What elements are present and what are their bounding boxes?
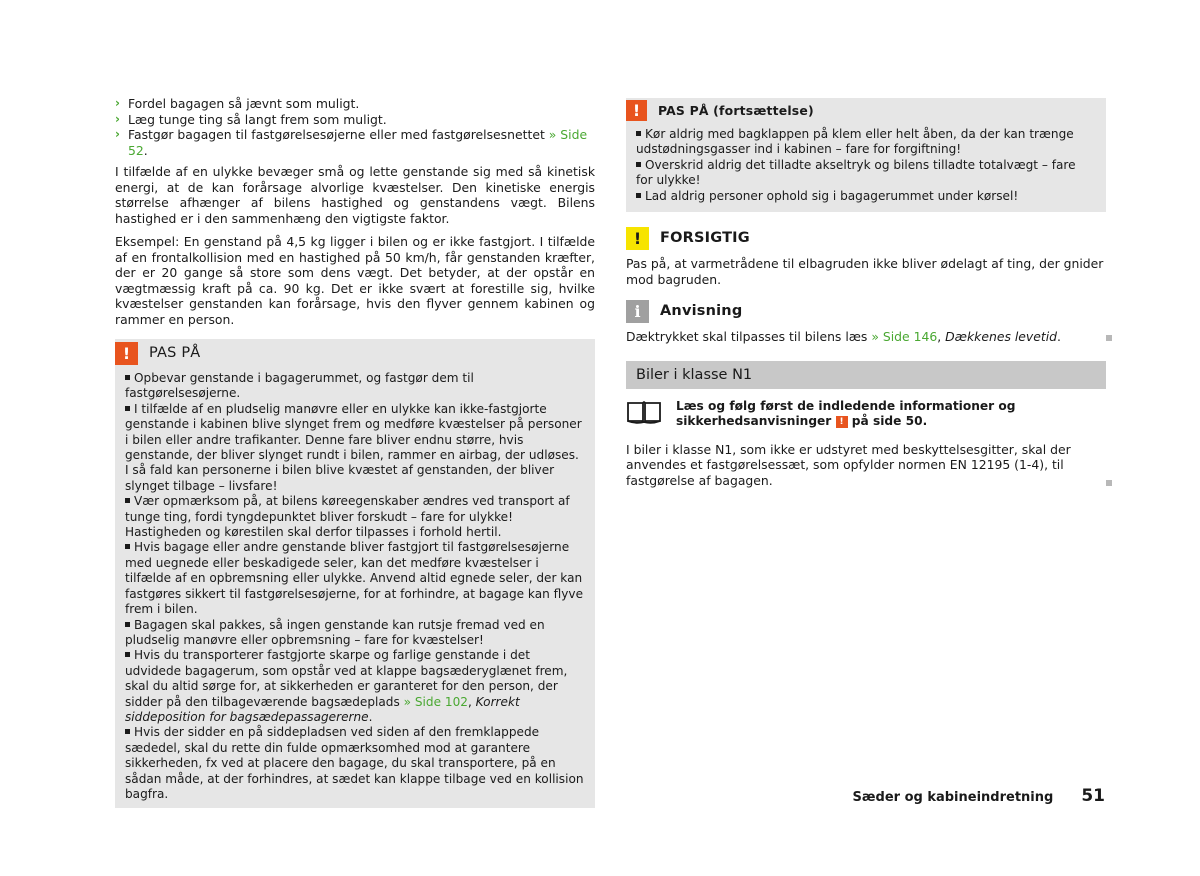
- page-reference-link[interactable]: » Side 102: [403, 694, 468, 709]
- warning-continued-header: [626, 98, 1106, 122]
- chevron-right-icon: ›: [115, 96, 120, 110]
- warning-icon: !: [626, 100, 647, 121]
- section-heading: Biler i klasse N1: [626, 361, 1106, 389]
- caution-block: [626, 224, 1106, 287]
- chevron-right-icon: ›: [115, 111, 120, 126]
- warning-title: PAS PÅ: [149, 345, 201, 361]
- caution-title: FORSIGTIG: [660, 230, 750, 247]
- page-reference-link[interactable]: » Side 146: [871, 329, 938, 345]
- page-number: 51: [1081, 786, 1105, 806]
- list-item-text: Fastgør bagagen til fastgørelsesøjerne eller med fastgørelsesnettet: [128, 127, 549, 142]
- list-item: [115, 127, 595, 158]
- warning-body: [115, 367, 595, 808]
- bullet-square-icon: [636, 162, 641, 167]
- note-block: [626, 297, 1106, 345]
- book-icon: [626, 399, 662, 425]
- section-body-text: I biler i klasse N1, som ikke er udstyret med beskyttelsesgitter, skal der anvendes et fastgørelsessæt, som opfylder normen EN 12195 (1-4), til fastgørelse af bagagen.: [626, 441, 1071, 488]
- chapter-title: Sæder og kabineindretning: [852, 790, 1054, 805]
- warning-item: Bagagen skal pakkes, så ingen genstande kan rutsje fremad ved en pludselig manøvre eller opbremsning – fare for kvæstelser!: [125, 617, 545, 647]
- punctuation: .: [143, 142, 148, 158]
- reference-title: Dækkenes levetid: [945, 329, 1058, 345]
- warning-item: Hvis der sidder en på siddepladsen ved siden af den fremklappede sædedel, skal du rette din fulde opmærksomhed mod at garantere sikkerheden, fx ved at placere den bagage, du skal transportere, på en sådan måde, at der forhindres, at sædet kan klappe tilbage ved en kollision bagfra.: [125, 725, 584, 801]
- bullet-square-icon: [636, 131, 641, 136]
- bullet-square-icon: [125, 544, 130, 549]
- section-end-marker: [1106, 335, 1112, 341]
- warning-icon: !: [115, 342, 138, 365]
- bullet-square-icon: [125, 406, 130, 411]
- bullet-square-icon: [125, 375, 130, 380]
- list-item: [115, 112, 595, 128]
- warning-item: Overskrid aldrig det tilladte akseltryk og bilens tilladte totalvægt – fare for ulykke!: [636, 157, 1076, 188]
- instruction-list: [115, 96, 595, 158]
- list-item: [115, 96, 595, 112]
- page-reference-link[interactable]: » Side 52: [128, 127, 588, 158]
- bullet-square-icon: [125, 498, 130, 503]
- warning-item: Kør aldrig med bagklappen på klem eller helt åben, da der kan trænge udstødningsgasser ind i kabinen – fare for forgiftning!: [636, 127, 1074, 157]
- list-item-text: Fordel bagagen så jævnt som muligt.: [128, 96, 360, 111]
- chevron-right-icon: ›: [115, 127, 120, 141]
- reference-title: Korrekt siddeposition for bagsædepassagererne: [125, 694, 520, 724]
- list-item-text: Læg tunge ting så langt frem som muligt.: [128, 111, 387, 127]
- bullet-square-icon: [125, 729, 130, 734]
- warning-item: Hvis bagage eller andre genstande bliver fastgjort til fastgørelsesøjerne med uegnede eller beskadigede seler, kan det medføre kvæstelser i tilfælde af en opbremsning eller ulykke. Anvend altid egnede seler, der kan fastgøres sikkert til fastgørelsesøjerne, for at forhindre, at bagage kan flyve frem i bilen.: [125, 540, 584, 617]
- note-header: [626, 297, 1106, 325]
- reading-note-text: Læs og følg først de indledende informationer og sikkerhedsanvisninger ! på side 50.: [676, 398, 1016, 429]
- note-title: Anvisning: [660, 303, 743, 320]
- warning-continued-title: PAS PÅ (fortsættelse): [658, 102, 814, 118]
- warning-icon: !: [836, 416, 848, 428]
- paragraph-kinetic-energy: I tilfælde af en ulykke bevæger små og lette genstande sig med så kinetisk energi, at de kan forårsage alvorlige kvæstelser. Den kinetiske energis størrelse afhænger af bilens hastighed og genstandens vægt. Bilens hastighed er i den sammenhæng den vigtigste faktor.: [115, 164, 595, 226]
- bullet-square-icon: [636, 193, 641, 198]
- warning-continued-body: [626, 122, 1106, 212]
- caution-icon: !: [626, 227, 649, 250]
- page-footer: [853, 786, 1105, 806]
- reading-note: [626, 399, 1106, 430]
- warning-item: Vær opmærksom på, at bilens køreegenskaber ændres ved transport af tunge ting, fordi tyngdepunktet bliver forskudt – fare for ulykke! Hastigheden og kørestilen skal derfor tilpasses i forhold hertil.: [125, 494, 570, 540]
- left-column: [115, 96, 595, 808]
- caution-header: [626, 224, 1106, 252]
- caution-text: Pas på, at varmetrådene til elbagruden ikke bliver ødelagt af ting, der gnider mod bagruden.: [626, 256, 1104, 287]
- warning-header: [115, 339, 595, 367]
- warning-box: [115, 339, 595, 808]
- warning-item: Opbevar genstande i bagagerummet, og fastgør dem til fastgørelsesøjerne.: [125, 371, 474, 401]
- section-body-block: [626, 442, 1106, 489]
- warning-item: I tilfælde af en pludselig manøvre eller en ulykke kan ikke-fastgjorte genstande i kabinen blive slynget frem og medføre kvæstelser på personer i bilen eller andre trafikanter. Denne fare bliver endnu større, hvis genstande, der bliver slynget rundt i bilen, rammer en airbag, der udløses. I så fald kan personerne i bilen blive kvæstet af genstanden, der bliver slynget tilbage – livsfare!: [125, 401, 582, 493]
- right-column: [626, 98, 1106, 488]
- warning-item: Hvis du transporterer fastgjorte skarpe og farlige genstande i det udvidede bagagerum, som opstår ved at klappe bagsæderyglænet frem, skal du altid sørge for, at sikkerheden er garanteret for den person, der sidder på den tilbageværende bagsædeplads » Side 102, Korrekt siddeposition for bagsædepassagererne.: [125, 648, 568, 724]
- warning-continued-box: [626, 98, 1106, 212]
- section-end-marker: [1106, 480, 1112, 486]
- warning-item: Lad aldrig personer ophold sig i bagagerummet under kørsel!: [636, 189, 1096, 204]
- info-icon: i: [626, 300, 649, 323]
- paragraph-example: Eksempel: En genstand på 4,5 kg ligger i bilen og er ikke fastgjort. I tilfælde af en frontalkollision med en hastighed på 50 km/h, får genstanden kræfter, der er 20 gange så store som dens vægt. Det betyder, at der opstår en vægtmæssig kraft på ca. 90 kg. Det er ikke svært at forestille sig, hvilke kvæstelser genstanden kan forårsage, hvis den flyver gennem kabinen og rammer en person.: [115, 234, 595, 327]
- bullet-square-icon: [125, 652, 130, 657]
- bullet-square-icon: [125, 622, 130, 627]
- note-text: Dæktrykket skal tilpasses til bilens læs » Side 146, Dækkenes levetid.: [626, 329, 1061, 345]
